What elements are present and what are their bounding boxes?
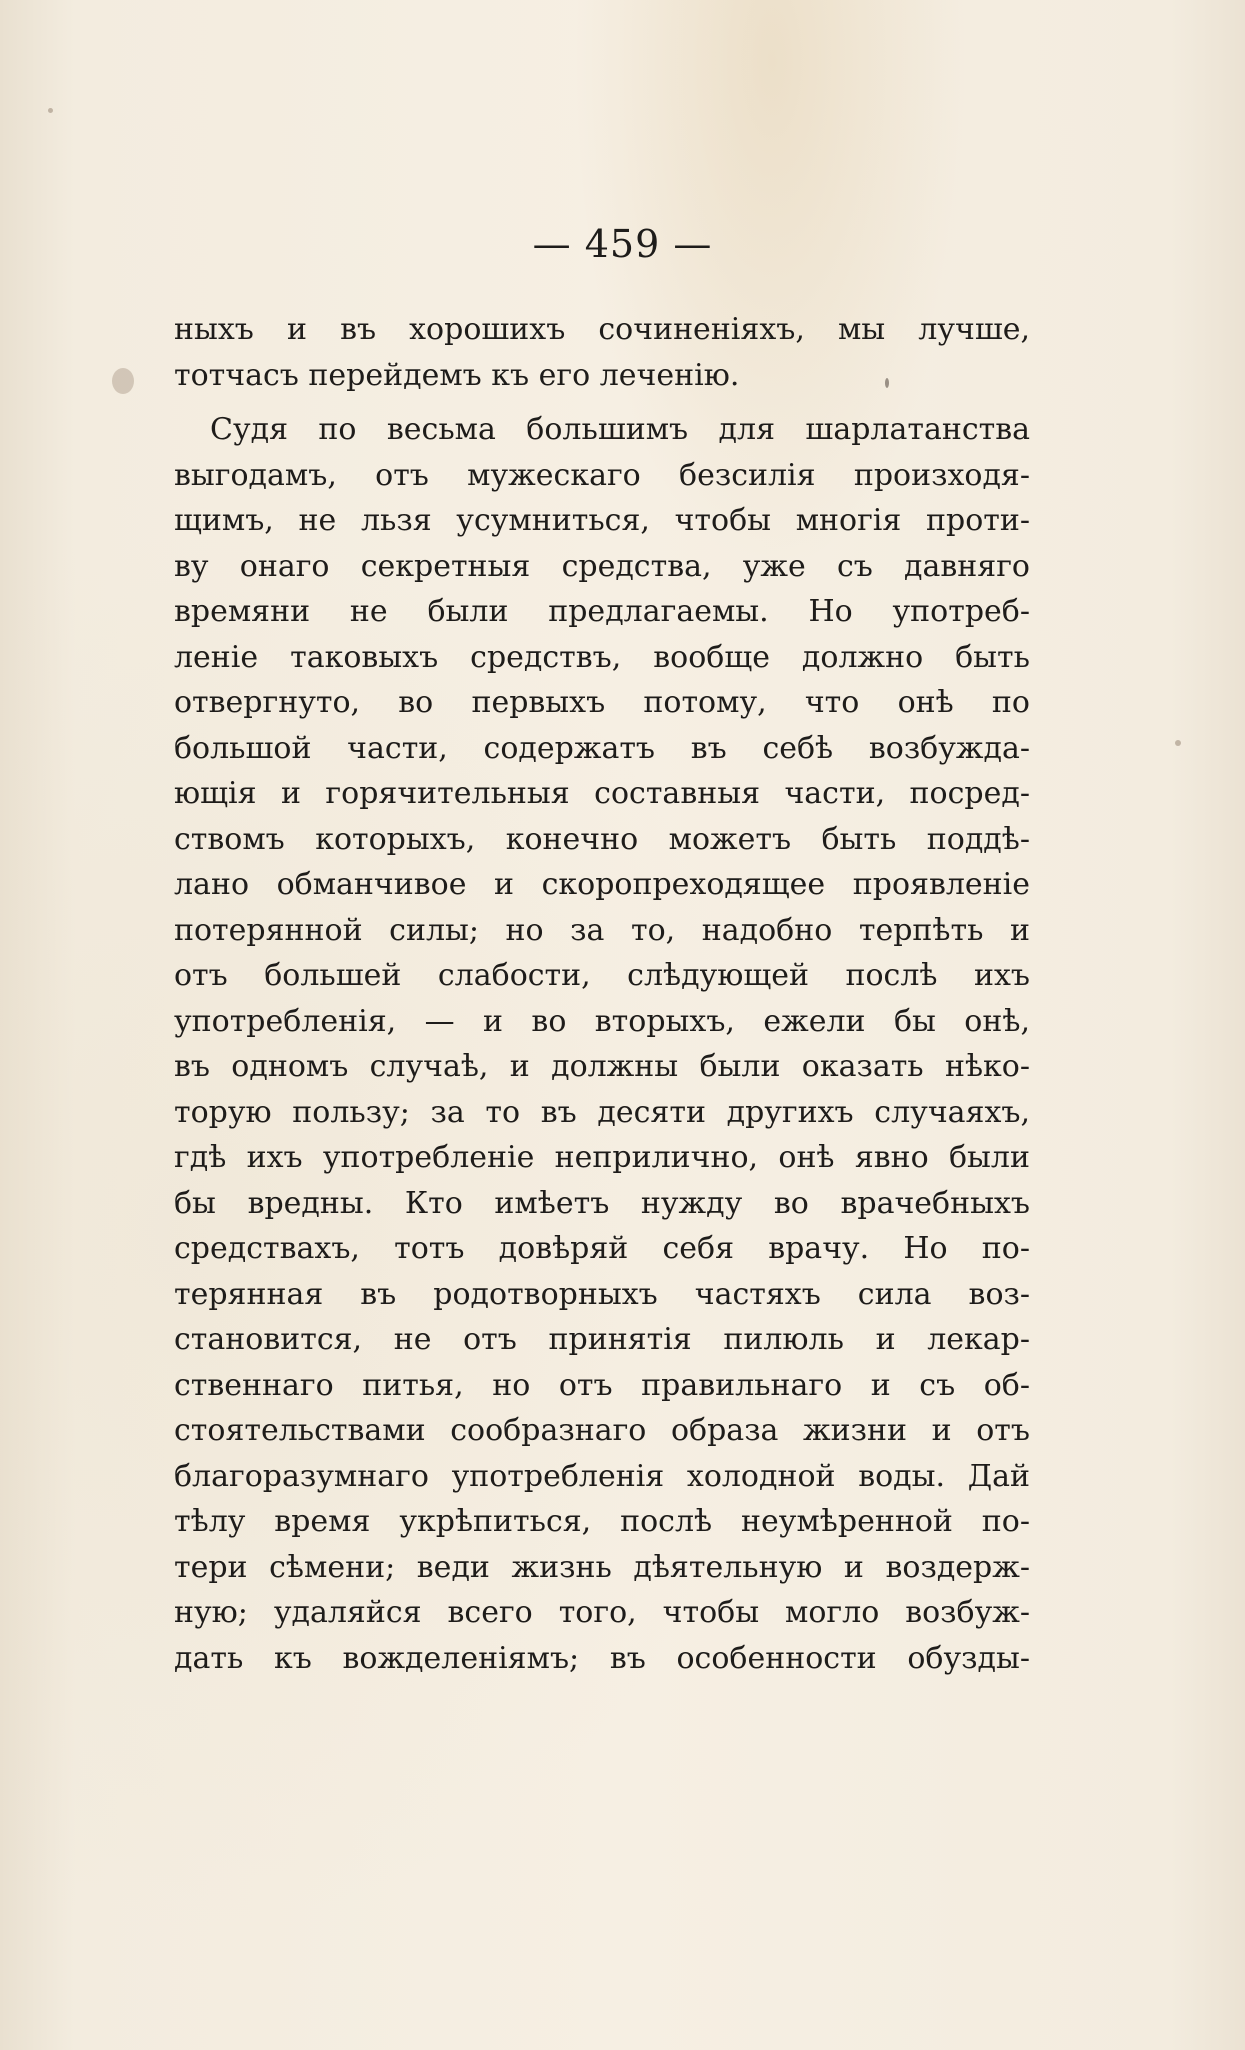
text-line: терянная въ родотворныхъ частяхъ сила воз- bbox=[174, 1276, 1030, 1312]
text-line: употребленія, — и во вторыхъ, ежели бы онѣ, bbox=[174, 1003, 1030, 1039]
text-line: ственнаго питья, но отъ правильнаго и съ об- bbox=[174, 1367, 1030, 1403]
text-line: ющія и горячительныя составныя части, посред- bbox=[174, 776, 1030, 811]
text-line: ныхъ и въ хорошихъ сочиненіяхъ, мы лучше, bbox=[174, 312, 1030, 347]
text-line: тѣлу время укрѣпиться, послѣ неумѣренной по- bbox=[174, 1504, 1030, 1539]
text-line: отъ большей слабости, слѣдующей послѣ ихъ bbox=[174, 958, 1030, 993]
text-line: отвергнуто, во первыхъ потому, что онѣ по bbox=[174, 685, 1030, 720]
text-line: средствахъ, тотъ довѣряй себя врачу. Но по- bbox=[174, 1231, 1030, 1266]
text-line: благоразумнаго употребленія холодной воды. Дай bbox=[174, 1458, 1030, 1494]
text-line: бы вредны. Кто имѣетъ нужду во врачебныхъ bbox=[174, 1185, 1030, 1221]
text-line: лано обманчивое и скоропреходящее проявленіе bbox=[174, 867, 1030, 902]
text-line: тотчасъ перейдемъ къ его леченію. bbox=[174, 357, 740, 393]
text-line: дать къ вожделеніямъ; въ особенности обузды- bbox=[174, 1640, 1030, 1676]
text-line: щимъ, не льзя усумниться, чтобы многія проти- bbox=[174, 503, 1030, 538]
page-number: — 459 — bbox=[532, 222, 713, 266]
text-line: леніе таковыхъ средствъ, вообще должно быть bbox=[174, 639, 1030, 675]
paragraph-gap bbox=[174, 398, 1030, 407]
text-line: гдѣ ихъ употребленіе неприлично, онѣ явно были bbox=[174, 1140, 1030, 1175]
text-line: ву онаго секретныя средства, уже съ давняго bbox=[174, 548, 1030, 584]
paragraph bbox=[174, 307, 1030, 398]
text-line: становится, не отъ принятія пилюль и лекар- bbox=[174, 1322, 1030, 1357]
text-line: Судя по весьма большимъ для шарлатанства bbox=[210, 412, 1030, 447]
text-line: потерянной силы; но за то, надобно терпѣть и bbox=[174, 912, 1030, 948]
paragraph bbox=[174, 407, 1030, 1681]
text-line: большой части, содержатъ въ себѣ возбуждa- bbox=[174, 730, 1030, 766]
text-line: выгодамъ, отъ мужескаго безсилія произходя- bbox=[174, 457, 1030, 493]
text-line: времяни не были предлагаемы. Но употреб- bbox=[174, 594, 1030, 629]
text-line: тери сѣмени; веди жизнь дѣятельную и воздерж- bbox=[174, 1549, 1030, 1585]
paper-stain bbox=[48, 108, 53, 113]
text-line: стоятельствами сообразнаго образа жизни и отъ bbox=[174, 1413, 1030, 1448]
text-line: ствомъ которыхъ, конечно можетъ быть поддѣ- bbox=[174, 821, 1030, 857]
body-text bbox=[174, 307, 1030, 1681]
text-line: ную; удаляйся всего того, чтобы могло возбуж- bbox=[174, 1595, 1030, 1630]
text-line: торую пользу; за то въ десяти другихъ случаяхъ, bbox=[174, 1094, 1030, 1130]
paper-stain bbox=[1175, 740, 1181, 746]
paper-stain bbox=[112, 368, 134, 394]
text-line: въ одномъ случаѣ, и должны были оказать нѣко- bbox=[174, 1049, 1030, 1084]
